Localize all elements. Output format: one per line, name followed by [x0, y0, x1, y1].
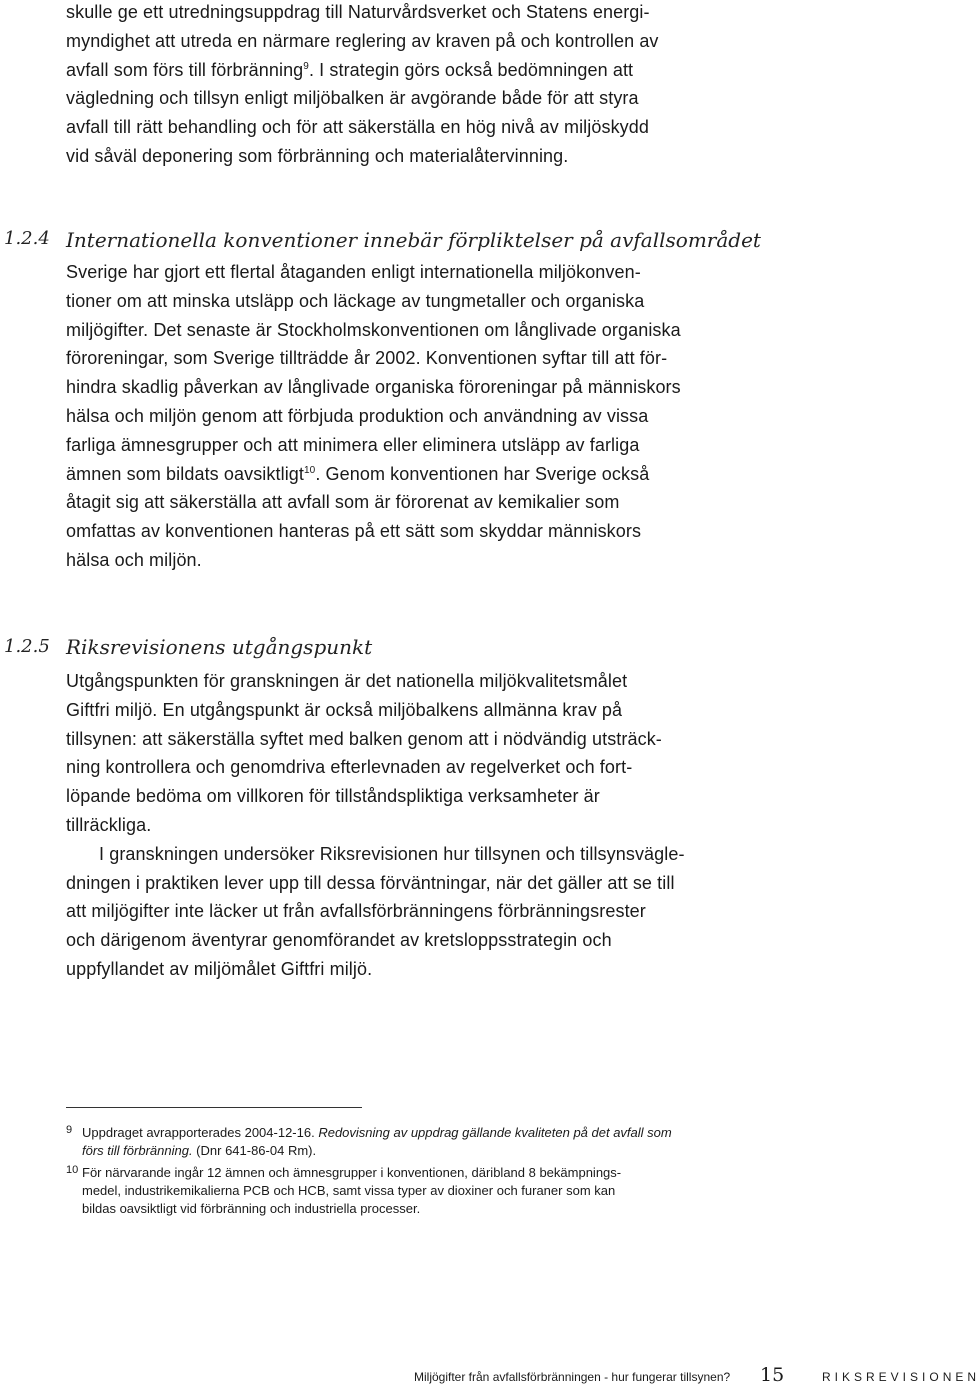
- text-line: uppfyllandet av miljömålet Giftfri miljö.: [66, 958, 373, 979]
- footnote-ref-10[interactable]: 10: [304, 464, 316, 476]
- text-line: hindra skadlig påverkan av långlivade organiska föroreningar på människors: [66, 377, 681, 398]
- text-line: löpande bedöma om villkoren för tillståndspliktiga verksamheter är: [66, 786, 600, 807]
- text-line: hälsa och miljön.: [66, 549, 202, 570]
- footnote-9: [66, 1124, 766, 1160]
- footnote-line: bildas oavsiktligt vid förbränning och industriella processer.: [82, 1201, 421, 1216]
- footnote-number: 9: [66, 1124, 73, 1136]
- intro-paragraph: [66, 0, 766, 171]
- footnote-number: 10: [66, 1164, 79, 1176]
- text-line: myndighet att utreda en närmare reglering av kraven på och kontrollen av: [66, 30, 659, 51]
- footnote-text: (Dnr 641-86-04 Rm).: [192, 1143, 317, 1158]
- text-line: och därigenom äventyrar genomförandet av kretsloppsstrategin och: [66, 930, 612, 951]
- text-line: Utgångspunkten för granskningen är det nationella miljökvalitetsmålet: [66, 671, 628, 691]
- page-number: 15: [760, 1364, 785, 1386]
- text-line: Sverige har gjort ett flertal åtaganden enligt internationella miljökonven-: [66, 262, 641, 282]
- text-line: vid såväl deponering som förbränning och materialåtervinning.: [66, 145, 569, 166]
- text-line: omfattas av konventionen hanteras på ett sätt som skyddar människors: [66, 521, 642, 542]
- text-line: tillsynen: att säkerställa syftet med balken genom att i nödvändig utsträck-: [66, 728, 662, 749]
- text-line: [66, 460, 766, 489]
- section-125-body: [66, 667, 766, 984]
- footnote-italic: Redovisning av uppdrag gällande kvaliteten på det avfall som: [318, 1125, 672, 1140]
- text-line: tillräckliga.: [66, 814, 152, 835]
- text-line: Giftfri miljö. En utgångspunkt är också miljöbalkens allmänna krav på: [66, 699, 623, 720]
- footnote-line: För närvarande ingår 12 ämnen och ämnesgrupper i konventionen, däribland 8 bekämpnings-: [82, 1165, 622, 1180]
- footer-document-title: Miljögifter från avfallsförbränningen - hur fungerar tillsynen?: [414, 1370, 731, 1384]
- text-line: skulle ge ett utredningsuppdrag till Naturvårdsverket och Statens energi-: [66, 2, 650, 22]
- text-fragment: ämnen som bildats oavsiktligt: [66, 463, 305, 484]
- text-line: dningen i praktiken lever upp till dessa förväntningar, när det gäller att se till: [66, 872, 675, 893]
- text-line: I granskningen undersöker Riksrevisionen hur tillsynen och tillsynsvägle-: [99, 843, 685, 864]
- footnote-italic: förs till förbränning.: [82, 1143, 193, 1158]
- text-line: tioner om att minska utsläpp och läckage av tungmetaller och organiska: [66, 290, 645, 311]
- footnote-divider: [66, 1107, 362, 1108]
- footnote-text: Uppdraget avrapporterades 2004-12-16.: [82, 1125, 319, 1140]
- footnote-line: [82, 1142, 766, 1160]
- text-fragment: avfall som förs till förbränning: [66, 59, 304, 80]
- text-line: [66, 56, 766, 85]
- section-124-body: [66, 258, 766, 575]
- footnote-10: [66, 1164, 766, 1218]
- section-number: 1.2.5: [4, 636, 50, 657]
- text-line: att miljögifter inte läcker ut från avfallsförbränningens förbränningsrester: [66, 901, 646, 922]
- section-heading: Internationella konventioner innebär förpliktelser på avfallsområdet: [66, 228, 761, 252]
- text-fragment: . I strategin görs också bedömningen att: [308, 59, 634, 80]
- text-line: avfall till rätt behandling och för att säkerställa en hög nivå av miljöskydd: [66, 117, 650, 138]
- footnote-ref-9[interactable]: 9: [303, 60, 309, 72]
- text-line: vägledning och tillsyn enligt miljöbalken är avgörande både för att styra: [66, 88, 639, 109]
- text-line: föroreningar, som Sverige tillträdde år 2002. Konventionen syftar till att för-: [66, 348, 668, 369]
- section-heading: Riksrevisionens utgångspunkt: [66, 635, 373, 659]
- text-line: åtagit sig att säkerställa att avfall som är förorenat av kemikalier som: [66, 492, 620, 513]
- text-fragment: . Genom konventionen har Sverige också: [315, 463, 650, 484]
- text-line: ning kontrollera och genomdriva efterlevnaden av regelverket och fort-: [66, 757, 633, 778]
- footnote-line: medel, industrikemikalierna PCB och HCB, samt vissa typer av dioxiner och furaner som kan: [82, 1183, 616, 1198]
- footnote-line: [82, 1124, 766, 1142]
- section-number: 1.2.4: [4, 228, 50, 249]
- text-line: farliga ämnesgrupper och att minimera eller eliminera utsläpp av farliga: [66, 434, 640, 455]
- text-line: miljögifter. Det senaste är Stockholmskonventionen om långlivade organiska: [66, 319, 681, 340]
- text-line: hälsa och miljön genom att förbjuda produktion och användning av vissa: [66, 405, 649, 426]
- footer-brand-logo: RIKSREVISIONEN: [822, 1370, 980, 1384]
